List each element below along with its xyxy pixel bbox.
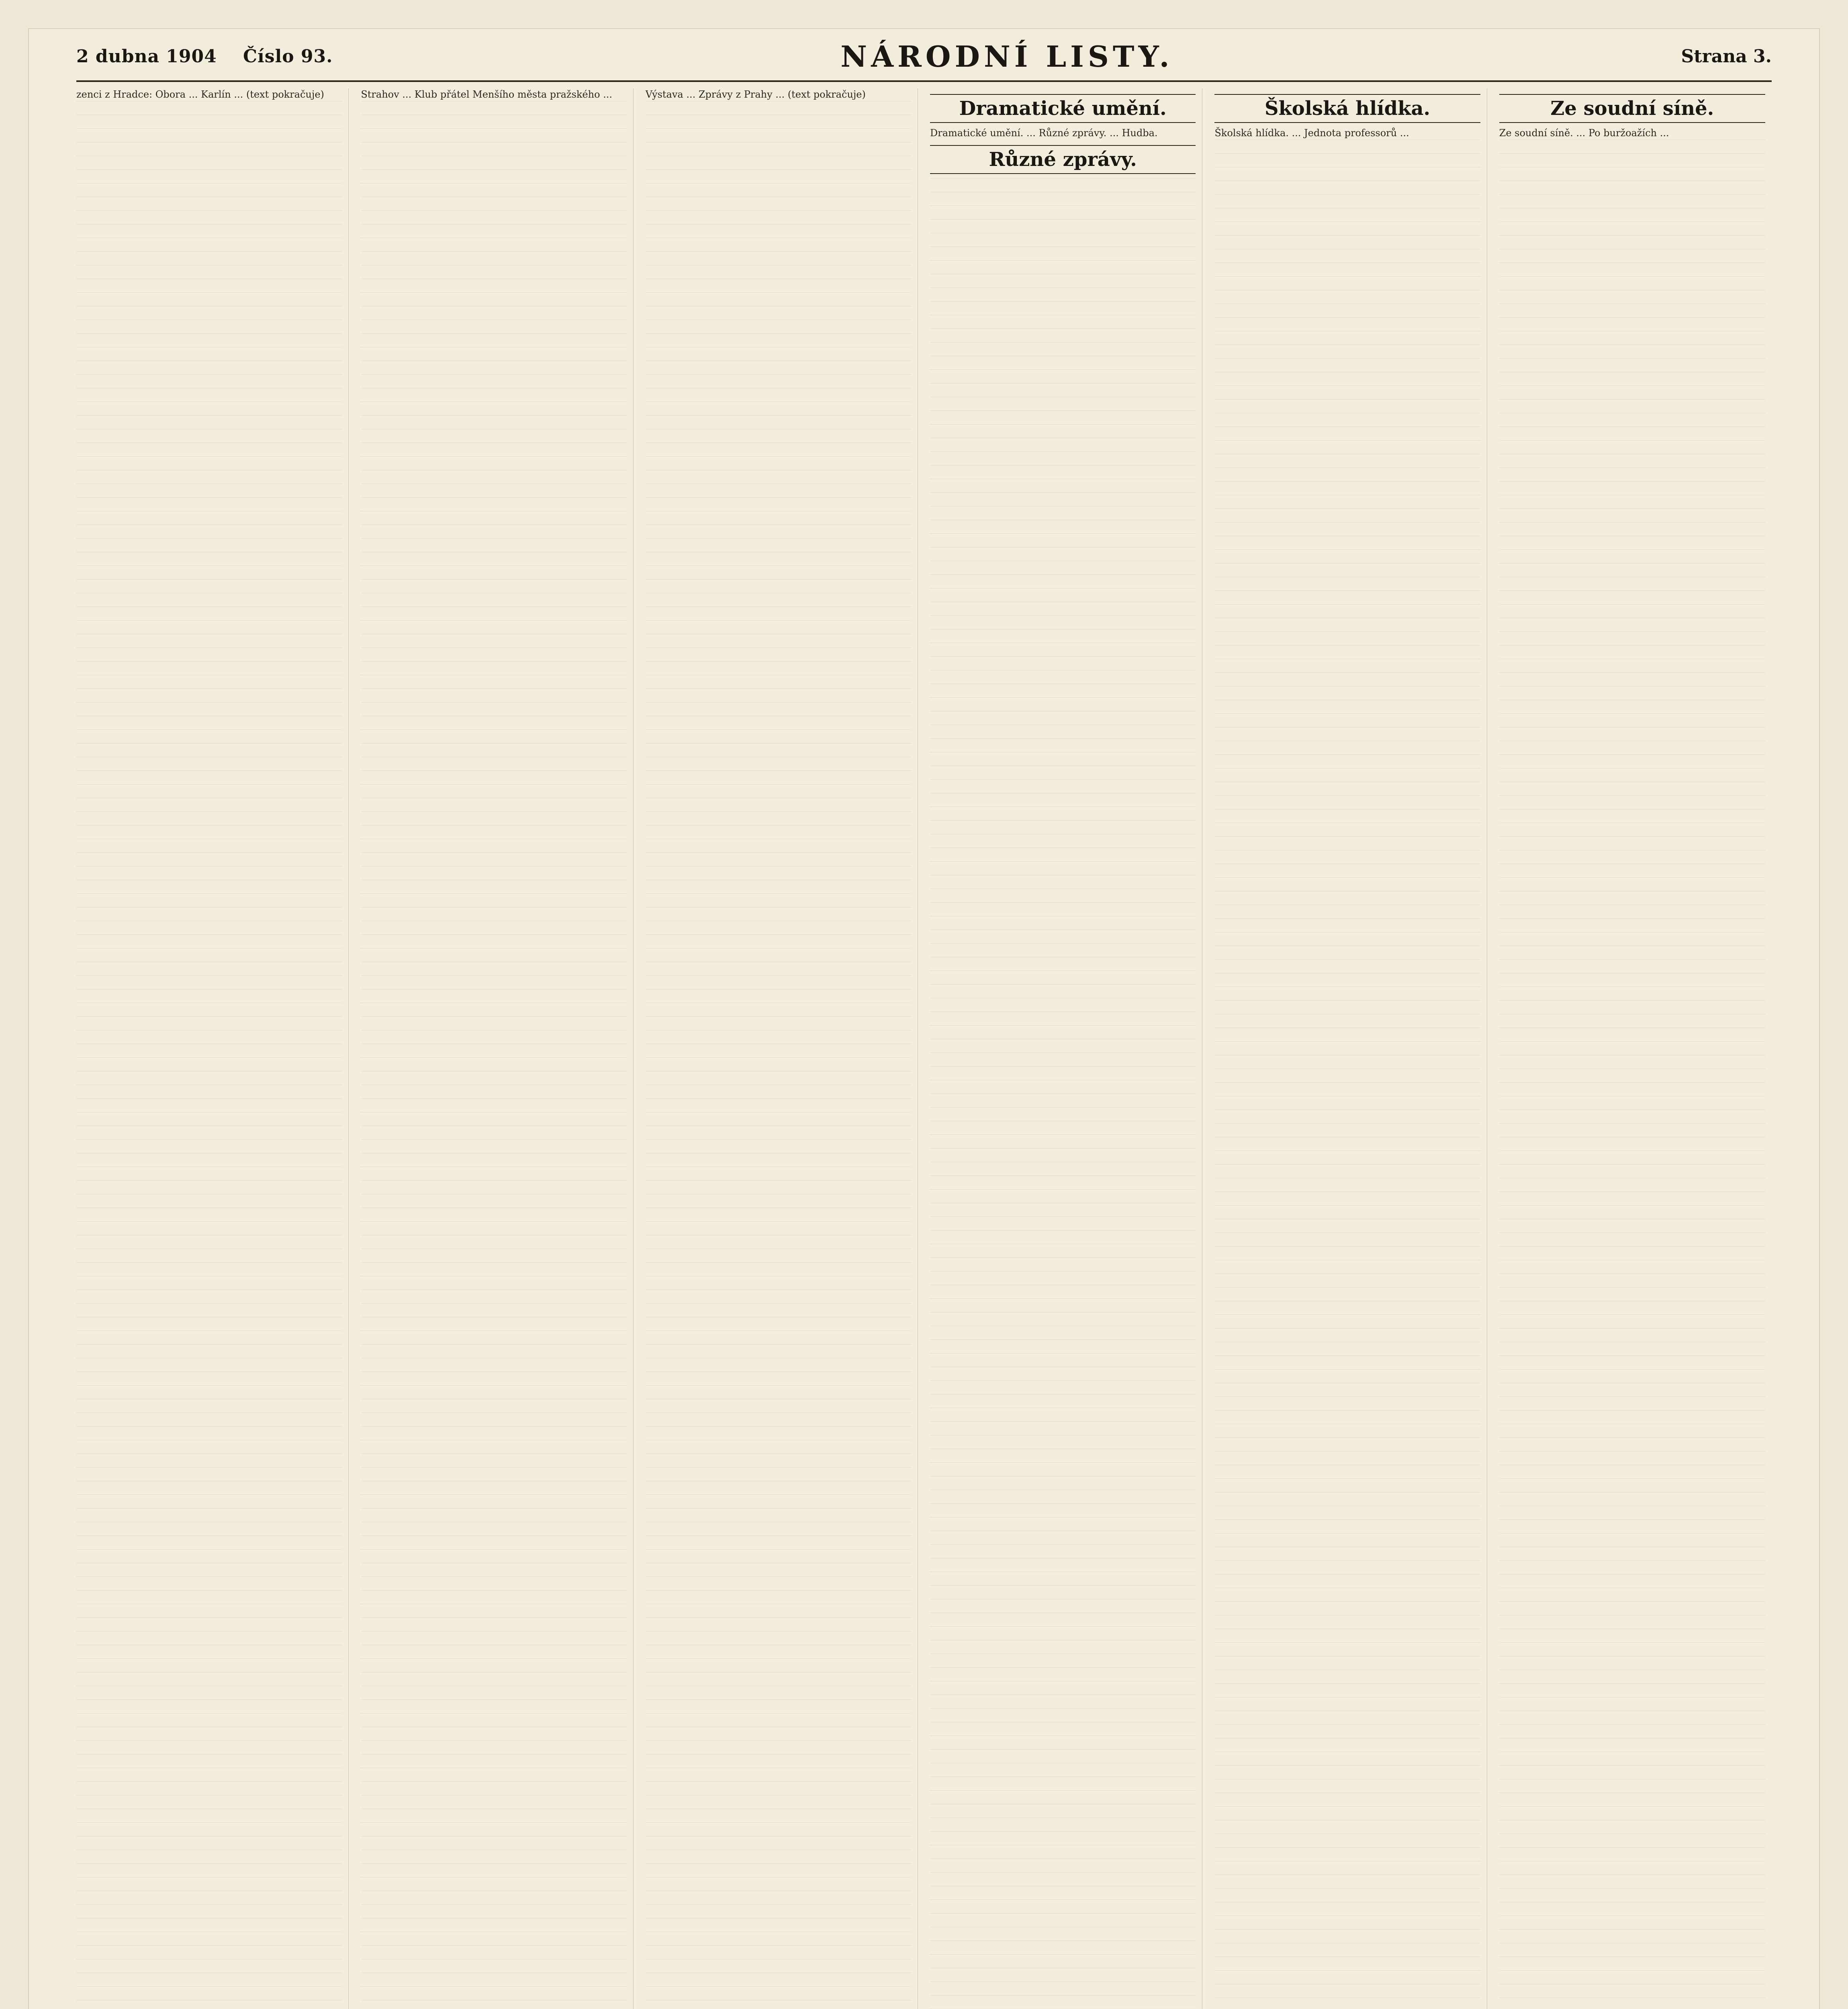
column-4 xyxy=(930,88,1202,2009)
page-number: Strana 3. xyxy=(1681,46,1772,67)
column-6 xyxy=(1499,88,1772,2009)
column-5-lines xyxy=(1214,139,1480,2009)
section-head-court: Ze soudní síně. xyxy=(1499,94,1765,123)
column-4-lines xyxy=(930,178,1196,2009)
column-1 xyxy=(76,88,349,2009)
masthead xyxy=(76,32,1772,82)
column-1-text: zenci z Hradce: Obora ... Karlín ... (text pokračuje) xyxy=(76,89,324,100)
column-6-text: Ze soudní síně. ... Po buržoažích ... xyxy=(1499,127,1669,139)
newspaper-page xyxy=(28,28,1820,2009)
column-2-text: Strahov ... Klub přátel Menšího města pražského ... xyxy=(361,89,613,100)
column-3 xyxy=(646,88,918,2009)
issue-meta xyxy=(76,46,333,67)
section-head-misc: Různé zprávy. xyxy=(930,145,1196,174)
column-5-text: Školská hlídka. ... Jednota professorů ... xyxy=(1214,127,1409,139)
issue-number: Číslo 93. xyxy=(243,46,333,67)
issue-date: 2 dubna 1904 xyxy=(76,46,217,67)
column-6-lines xyxy=(1499,139,1765,2009)
column-3-lines xyxy=(646,101,911,2009)
column-1-lines xyxy=(76,101,342,2009)
column-grid xyxy=(76,88,1772,2009)
column-4-text: Dramatické umění. ... Různé zprávy. ... Hudba. xyxy=(930,127,1158,139)
column-5 xyxy=(1214,88,1487,2009)
column-2-lines xyxy=(361,101,626,2009)
section-head-school: Školská hlídka. xyxy=(1214,94,1480,123)
newspaper-title: NÁRODNÍ LISTY. xyxy=(840,39,1173,74)
section-head-drama: Dramatické umění. xyxy=(930,94,1196,123)
column-3-text: Výstava ... Zprávy z Prahy ... (text pokračuje) xyxy=(645,89,866,100)
column-2 xyxy=(361,88,633,2009)
